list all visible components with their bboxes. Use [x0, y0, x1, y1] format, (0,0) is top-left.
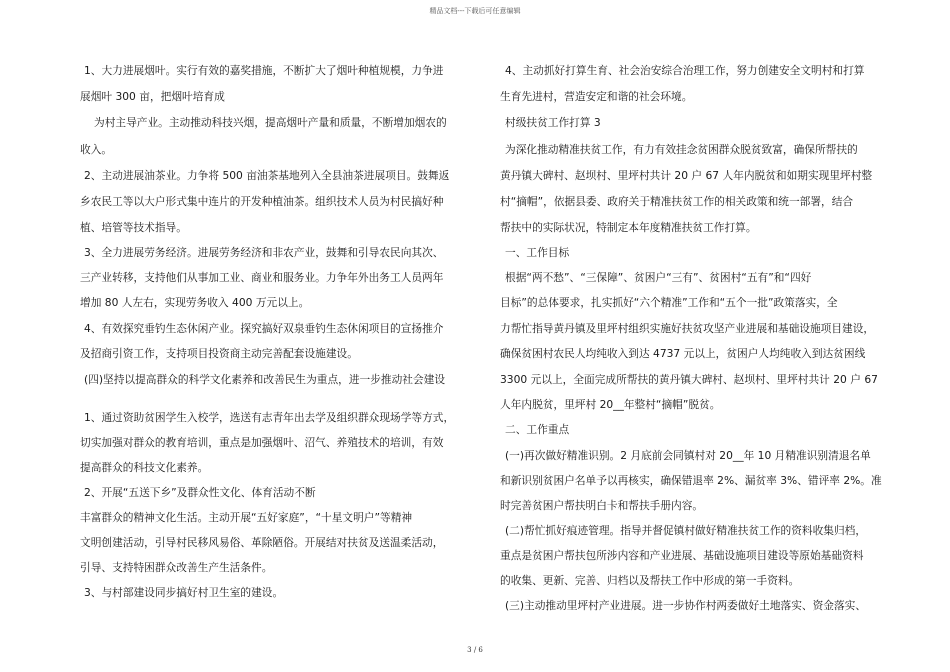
- text-line: (一)再次做好精准识别。2 月底前会同镇村对 20__年 10 月精准识别清退名单: [505, 449, 871, 462]
- text-line: 生育先进村，营造安定和谐的社会环境。: [500, 90, 693, 103]
- text-line: 及招商引资工作，支持项目投资商主动完善配套设施建设。: [80, 347, 358, 360]
- text-line: 二、工作重点: [505, 423, 570, 436]
- text-line: (二)帮忙抓好痕迹管理。指导并督促镇村做好精准扶贫工作的资料收集归档，: [505, 524, 867, 537]
- text-line: 收入。: [80, 143, 113, 156]
- text-line: 时完善贫困户帮扶明白卡和帮扶手册内容。: [500, 499, 704, 512]
- text-line: 力帮忙指导黄丹镇及里坪村组织实施好扶贫攻坚产业进展和基础设施项目建设，: [500, 322, 875, 335]
- text-line: 3300 元以上，全面完成所帮扶的黄丹镇大碑村、赵坝村、里坪村共计 20 户 67: [500, 373, 878, 386]
- text-line: 为深化推动精准扶贫工作，有力有效挂念贫困群众脱贫致富，确保所帮扶的: [505, 143, 858, 156]
- text-line: (四)坚持以提高群众的科学文化素养和改善民生为重点，进一步推动社会建设: [84, 373, 446, 386]
- text-line: 1、通过资助贫困学生入校学，选送有志青年出去学及组织群众现场学等方式，: [84, 411, 455, 424]
- text-line: 引导、支持特困群众改善生产生活条件。: [80, 561, 273, 574]
- text-line: 帮扶中的实际状况，特制定本年度精准扶贫工作打算。: [500, 221, 757, 234]
- text-line: 确保贫困村农民人均纯收入到达 4737 元以上，贫困户人均纯收入到达贫困线: [500, 347, 866, 360]
- text-line: 2、开展“五送下乡”及群众性文化、体育活动不断: [84, 486, 316, 499]
- text-line: 根据“两不愁”、“三保障”、贫困户“三有”、贫困村“五有”和“四好: [505, 271, 812, 284]
- text-line: 3、与村部建设同步搞好村卫生室的建设。: [84, 586, 284, 599]
- text-line: 的收集、更新、完善、归档以及帮扶工作中形成的第一手资料。: [500, 574, 800, 587]
- text-line: 丰富群众的精神文化生活。主动开展“五好家庭”，“十星文明户”等精神: [80, 511, 413, 524]
- text-line: 4、主动抓好打算生育、社会治安综合治理工作，努力创建安全文明村和打算: [505, 64, 865, 77]
- text-line: (三)主动推动里坪村产业进展。进一步协作村两委做好土地落实、资金落实、: [505, 599, 867, 612]
- text-line: 为村主导产业。主动推动科技兴烟，提高烟叶产量和质量，不断增加烟农的: [94, 116, 447, 129]
- text-line: 展烟叶 300 亩，把烟叶培育成: [80, 90, 225, 103]
- text-line: 增加 80 人左右，实现劳务收入 400 万元以上。: [80, 296, 310, 309]
- text-line: 村级扶贫工作打算 3: [505, 116, 601, 129]
- text-line: 和新识别贫困户名单予以再核实，确保错退率 2%、漏贫率 3%、错评率 2%。准: [500, 474, 882, 487]
- text-line: 人年内脱贫，里坪村 20__年整村“摘帽”脱贫。: [500, 398, 721, 411]
- text-line: 1、大力进展烟叶。实行有效的嘉奖措施，不断扩大了烟叶种植规模，力争进: [84, 64, 444, 77]
- page-header: 精品文档---下载后可任意编辑: [429, 7, 521, 15]
- text-line: 文明创建活动，引导村民移风易俗、革除陋俗。开展结对扶贫及送温柔活动，: [80, 536, 444, 549]
- text-line: 植、培管等技术指导。: [80, 221, 187, 234]
- text-line: 目标”的总体要求，扎实抓好“六个精准”工作和“五个一批”政策落实，全: [500, 296, 838, 309]
- text-line: 一、工作目标: [505, 246, 570, 259]
- text-line: 三产业转移，支持他们从事加工业、商业和服务业。力争年外出务工人员两年: [80, 271, 444, 284]
- text-line: 黄丹镇大碑村、赵坝村、里坪村共计 20 户 67 人年内脱贫和如期实现里坪村整: [500, 169, 873, 182]
- text-line: 提高群众的科技文化素养。: [80, 461, 209, 474]
- text-line: 切实加强对群众的教育培训，重点是加强烟叶、沼气、养殖技术的培训，有效: [80, 436, 444, 449]
- text-line: 2、主动进展油茶业。力争将 500 亩油茶基地列入全县油茶进展项目。鼓舞返: [84, 169, 450, 182]
- text-line: 村“摘帽”，依据县委、政府关于精准扶贫工作的相关政策和统一部署，结合: [500, 195, 854, 208]
- text-line: 3、全力进展劳务经济。进展劳务经济和非农产业，鼓舞和引导农民向其次、: [84, 246, 444, 259]
- page-number: 3 / 6: [467, 646, 483, 654]
- text-line: 4、有效探究垂钓生态休闲产业。探究搞好双泉垂钓生态休闲项目的宣扬推介: [84, 322, 444, 335]
- text-line: 乡农民工等以大户形式集中连片的开发种植油茶。组织技术人员为村民搞好种: [80, 195, 444, 208]
- text-line: 重点是贫困户帮扶包所涉内容和产业进展、基础设施项目建设等原始基础资料: [500, 549, 864, 562]
